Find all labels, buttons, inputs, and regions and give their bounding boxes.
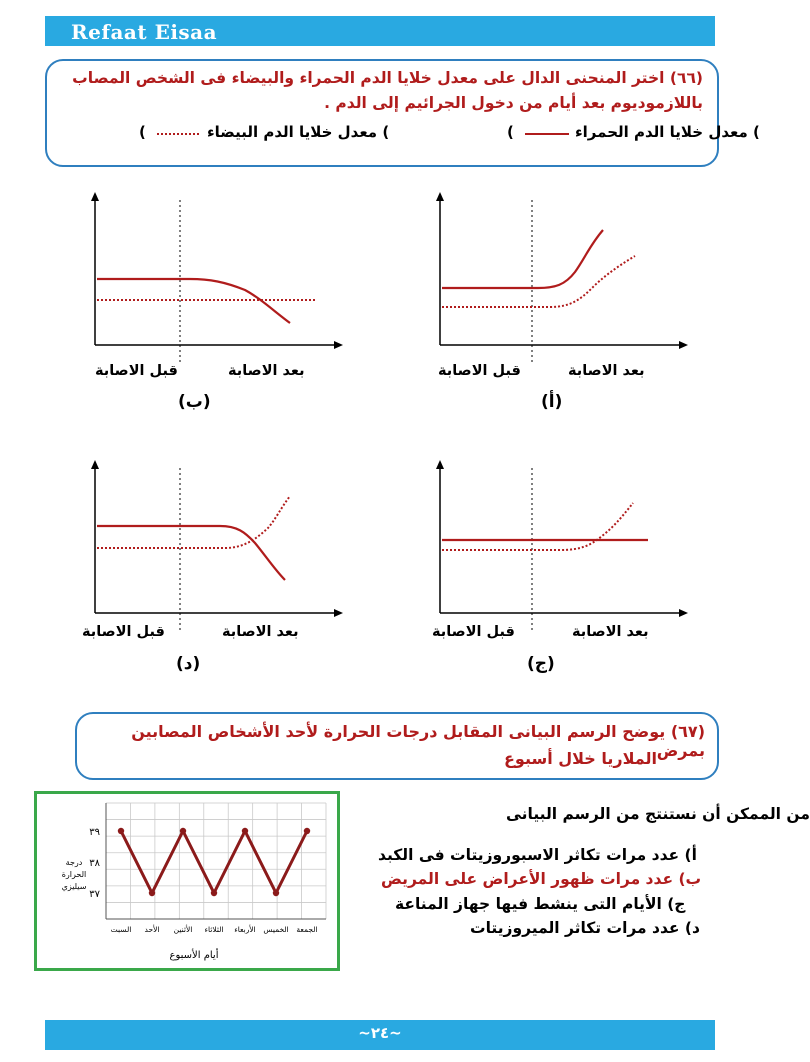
question-66-line1: (٦٦) اختر المنحنى الدال على معدل خلايا الدم الحمراء والبيضاء فى الشخص المصاب xyxy=(72,69,703,87)
graph-c-before-label: قبل الاصابة xyxy=(432,624,515,640)
legend-red-line-icon xyxy=(525,131,569,137)
graph-b xyxy=(75,190,375,365)
graph-d xyxy=(75,458,375,633)
graph-a-before-label: قبل الاصابة xyxy=(438,363,521,379)
y-axis-label-line1: درجة xyxy=(65,858,83,867)
question-67-line1: (٦٧) يوضح الرسم البيانى المقابل درجات الحرارة لأحد الأشخاص المصابين بمرض xyxy=(131,722,705,760)
graph-d-caption: (د) xyxy=(176,654,201,674)
data-point xyxy=(242,828,248,834)
chart-frame xyxy=(36,793,339,970)
graph-a-caption: (أ) xyxy=(541,392,563,412)
y-tick-label: ٣٩ xyxy=(89,827,100,838)
question-67-line2: الملاريا خلال أسبوع xyxy=(503,749,657,768)
graph-b-before-label: قبل الاصابة xyxy=(95,363,178,379)
x-tick-label: السبت xyxy=(110,925,132,934)
x-axis-label: أيام الأسبوع xyxy=(169,950,219,961)
temperature-chart xyxy=(34,791,340,971)
data-point xyxy=(273,890,279,896)
x-tick-label: الثلاثاء xyxy=(204,925,224,934)
y-axis-label-line3: سيليزي xyxy=(61,882,87,891)
graph-c-after-label: بعد الاصابة xyxy=(572,624,649,640)
q67-option-a: أ) عدد مرات تكاثر الاسبوروزيتات فى الكبد xyxy=(378,846,697,864)
graph-b-caption: (ب) xyxy=(178,392,211,412)
y-axis-label-line2: الحرارة xyxy=(61,870,87,879)
graph-a-after-label: بعد الاصابة xyxy=(568,363,645,379)
data-point xyxy=(180,828,186,834)
graph-d-before-label: قبل الاصابة xyxy=(82,624,165,640)
legend-red-label: ) معدل خلايا الدم الحمراء xyxy=(575,123,760,141)
graph-c xyxy=(420,458,720,633)
legend-white-dotted-icon xyxy=(157,131,201,137)
data-point xyxy=(149,890,155,896)
graph-d-after-label: بعد الاصابة xyxy=(222,624,299,640)
author-name: Refaat Eisaa xyxy=(71,20,218,44)
question-66-line2: باللازموديوم بعد أيام من دخول الجرائيم إلى الدم . xyxy=(324,94,703,112)
footer-bar xyxy=(45,1020,715,1050)
q67-option-c: ج) الأيام التى ينشط فيها جهاز المناعة xyxy=(395,895,686,913)
data-point xyxy=(304,828,310,834)
legend-white-label: ) معدل خلايا الدم البيضاء xyxy=(207,123,390,141)
x-tick-label: الخميس xyxy=(263,925,289,934)
graph-c-caption: (ج) xyxy=(527,654,555,674)
question-67-box xyxy=(75,712,719,780)
data-point xyxy=(211,890,217,896)
legend-row xyxy=(47,123,760,147)
q67-option-b: ب) عدد مرات ظهور الأعراض على المريض xyxy=(381,870,702,888)
y-tick-label: ٣٧ xyxy=(89,889,100,900)
x-tick-label: الأحد xyxy=(144,925,160,934)
x-tick-label: الأربعاء xyxy=(234,925,256,934)
data-point xyxy=(118,828,124,834)
x-tick-label: الجمعة xyxy=(296,925,318,934)
legend-red-open: ( xyxy=(507,123,514,141)
y-tick-labels xyxy=(89,827,100,900)
q67-intro: من الممكن أن نستنتج من الرسم البيانى xyxy=(506,805,810,823)
q67-option-d: د) عدد مرات تكاثر الميروزيتات xyxy=(470,919,700,937)
legend-white-open: ( xyxy=(139,123,146,141)
graph-a xyxy=(420,190,720,365)
header-bar xyxy=(45,16,715,46)
question-66-box xyxy=(45,59,760,167)
page-number: ~٢٤~ xyxy=(358,1024,402,1042)
y-tick-label: ٣٨ xyxy=(89,858,100,869)
graph-b-after-label: بعد الاصابة xyxy=(228,363,305,379)
x-tick-label: الأثنين xyxy=(173,925,193,934)
